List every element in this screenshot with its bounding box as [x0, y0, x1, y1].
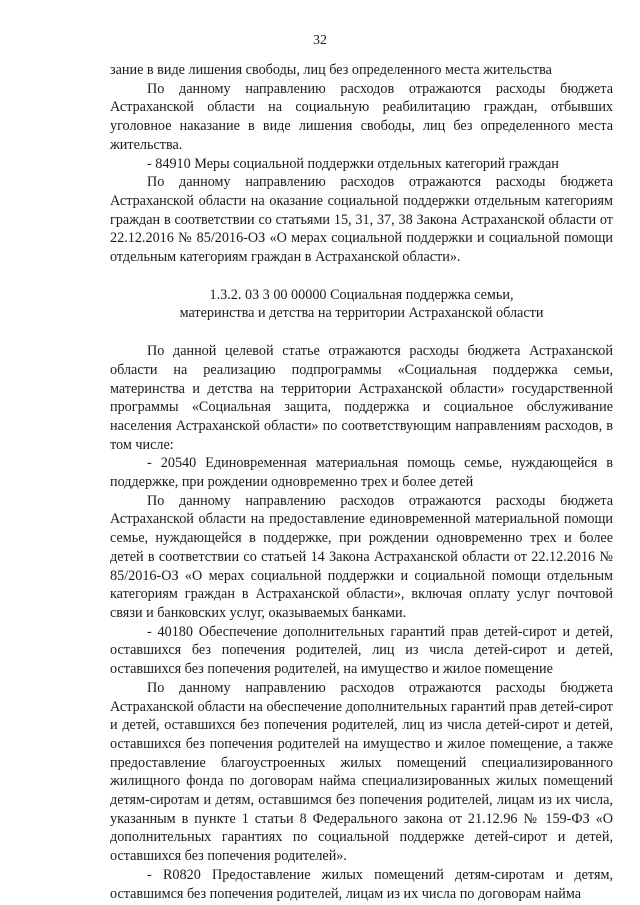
paragraph: - 20540 Единовременная материальная помощь семье, нуждающейся в поддержке, при рождении одновременно трех и более детей: [110, 455, 613, 491]
paragraph: - 84910 Меры социальной поддержки отдельных категорий граждан: [147, 155, 559, 172]
section-heading: [110, 286, 613, 323]
section-heading-line: материнства и детства на территории Астраханской области: [179, 305, 544, 322]
section-heading-line: 1.3.2. 03 3 00 00000 Социальная поддержка семьи,: [209, 286, 514, 303]
paragraph: По данному направлению расходов отражаются расходы бюджета Астраханской области на оказание социальной поддержки отдельным категориям граждан в соответствии со статьями 15, 31, 37, 38 Закона Астраханской области от 22.12.2016 № 85/2016-ОЗ «О мерах социальной поддержки и социальной помощи отдельным категориям граждан в Астраханской области».: [110, 174, 613, 266]
paragraph: По данному направлению расходов отражаются расходы бюджета Астраханской области на предоставление единовременной материальной помощи семье, нуждающейся в поддержке, при рождении одновременно трех и более детей в соответствии со статьей 14 Закона Астраханской области от 22.12.2016 № 85/2016-ОЗ «О мерах социальной поддержки и социальной помощи отдельным категориям граждан в Астраханской области», включая оплату услуг почтовой связи и банковских услуг, оказываемых банками.: [110, 492, 613, 621]
paragraph: По данному направлению расходов отражаются расходы бюджета Астраханской области на обеспечение дополнительных гарантий прав детей-сирот и детей, оставшихся без попечения родителей, лиц из числа детей-сирот и детей, оставшихся без попечения родителей на имущество и жилое помещение, а также предоставление благоустроенных жилых помещений специализированного жилищного фонда по договорам найма специализированных жилых помещений детям-сиротам и детям, оставшимся без попечения родителей, лицам из их числа, указанным в пункте 1 статьи 8 Федерального закона от 21.12.96 № 159-ФЗ «О дополнительных гарантиях по социальной поддержке детей-сирот и детей, оставшихся без попечения родителей».: [110, 679, 613, 865]
paragraph: зание в виде лишения свободы, лиц без определенного места жительства: [110, 62, 552, 78]
page-number: 32: [313, 33, 327, 48]
spacer: [110, 323, 613, 342]
paragraph: По данному направлению расходов отражаются расходы бюджета Астраханской области на социальную реабилитацию граждан, отбывших уголовное наказание в виде лишения свободы, лиц без определенного места жительства.: [110, 80, 613, 153]
paragraph: - 40180 Обеспечение дополнительных гарантий прав детей-сирот и детей, оставшихся без попечения родителей, лиц из числа детей-сирот и детей, оставшихся без попечения родителей, на имущество и жилое помещение: [110, 623, 613, 678]
spacer: [110, 267, 613, 286]
document-body: [110, 61, 613, 903]
paragraph: По данной целевой статье отражаются расходы бюджета Астраханской области на реализацию подпрограммы «Социальная поддержка семьи, материнства и детства на территории Астраханской области» государственной программы «Социальная защита, поддержка и социальное обслуживание населения Астраханской области» по соответствующим направлениям расходов, в том числе:: [110, 343, 613, 453]
paragraph: - R0820 Предоставление жилых помещений детям-сиротам и детям, оставшимся без попечения родителей, лицам из их числа по договорам найма: [110, 866, 613, 902]
